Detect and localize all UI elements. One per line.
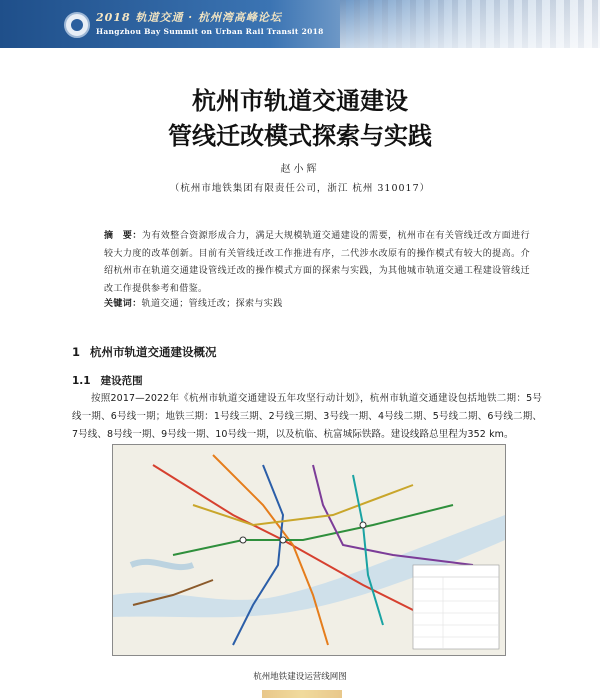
figure-caption: 杭州地铁建设运营线网图 [253,672,347,682]
banner-subtitle: Hangzhou Bay Summit on Urban Rail Transit 2018 [96,27,324,36]
article-title-line-2: 管线迁改模式探索与实践 [168,122,432,150]
abstract-text: 为有效整合资源形成合力，满足大规模轨道交通建设的需要，杭州市在有关管线迁改方面进行较大力度的改革创新。目前有关管线迁改工作推进有序，二代涉水改原有的操作模式有较大的提高。介绍杭州市在轨道交通建设管线迁改的操作模式方面的探索与实践，为其他城市轨道交通工程建设管线迁改工作提供参考和借鉴。 [104,231,530,294]
metro-network-map [112,444,506,656]
metro-map-graphic [113,445,505,655]
subsection-heading [72,373,143,388]
map-legend-table [413,565,499,649]
keywords-text: 轨道交通；管线迁改；探索与实践 [141,299,283,309]
banner-title: 2018 轨道交通 · 杭州湾高峰论坛 [96,11,282,24]
banner-skyline-decoration [340,0,600,48]
keywords [104,296,530,309]
summit-logo-icon [64,12,90,38]
header-banner [0,0,600,48]
author-affiliation: （杭州市地铁集团有限责任公司，浙江 杭州 310017） [169,183,431,194]
section-heading [72,344,217,360]
abstract-label: 摘 要： [104,231,142,241]
subsection-number: 1.1 [72,375,91,387]
abstract [104,228,530,298]
footer-decoration [262,690,342,698]
author-name: 赵小辉 [280,164,320,175]
body-paragraph: 按照2017—2022年《杭州市轨道交通建设五年攻坚行动计划》，杭州市轨道交通建设包括地铁二期：5号线一期、6号线一期；地铁三期：1号线三期、2号线三期、3号线一期、4号线二期、5号线二期、6号线二期、7号线、8号线一期、9号线一期、10号线一期，以及杭临、杭富城际铁路。建设线路总里程为352 km。 [72,393,542,440]
article-title-line-1: 杭州市轨道交通建设 [192,87,408,115]
section-title: 杭州市轨道交通建设概况 [90,345,217,359]
subsection-title: 建设范围 [100,375,143,387]
keywords-label: 关键词： [104,299,142,309]
section-number: 1 [72,345,81,359]
